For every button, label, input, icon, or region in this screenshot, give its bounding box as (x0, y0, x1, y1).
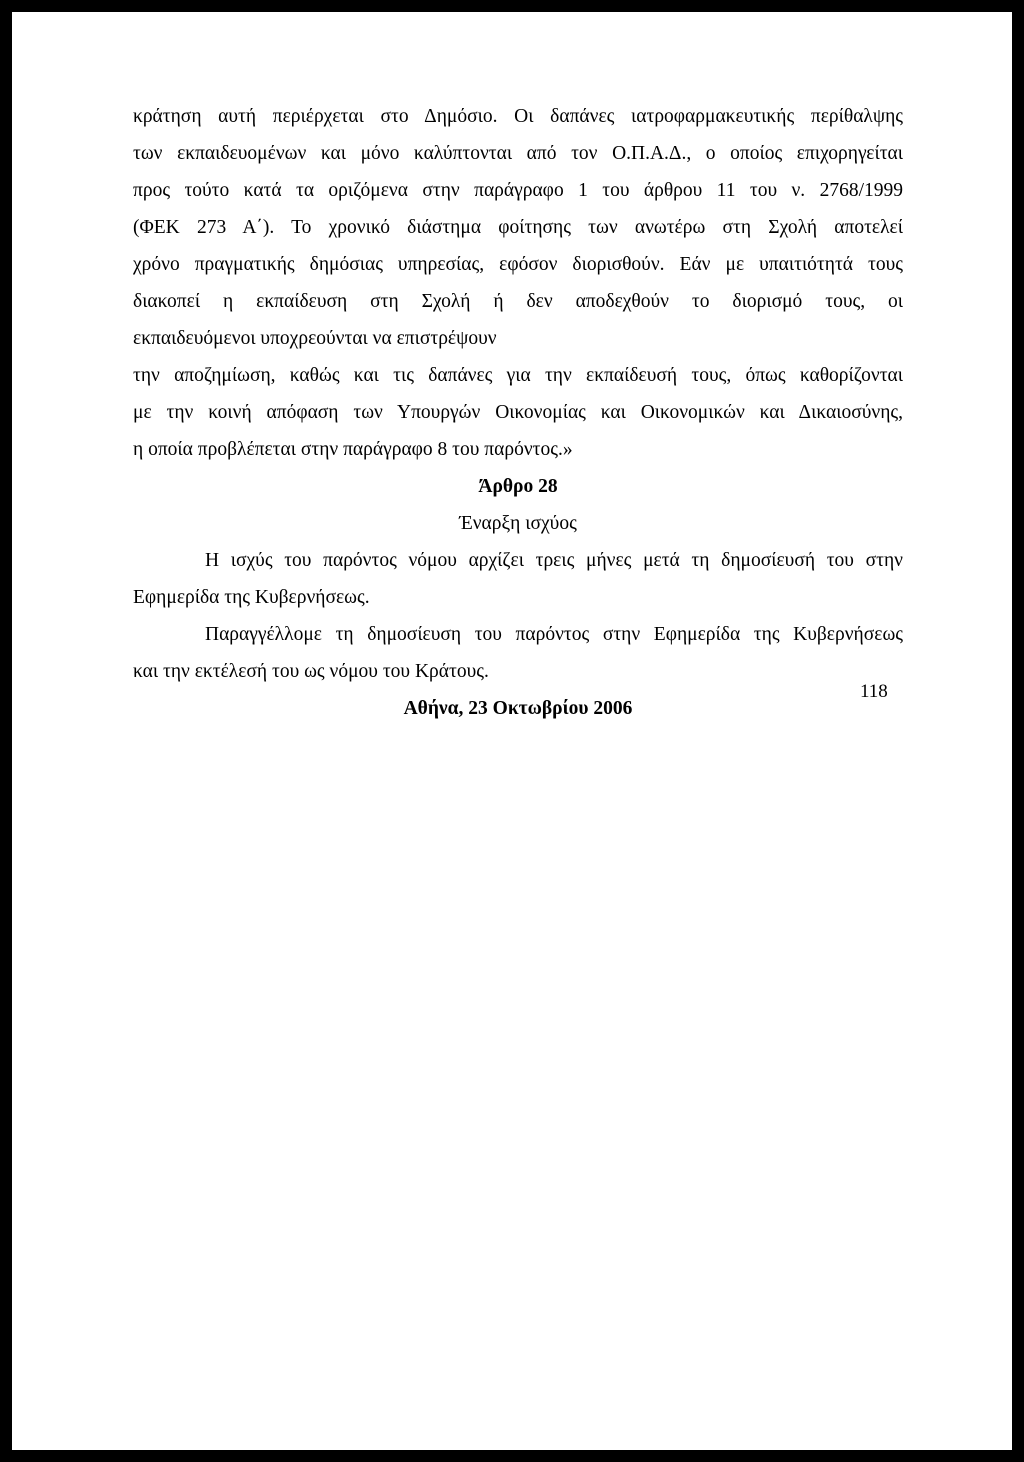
signature-date: Αθήνα, 23 Οκτωβρίου 2006 (403, 698, 633, 719)
order-line-2: και την εκτέλεσή του ως νόμου του Κράτους. (133, 661, 489, 682)
body-line-8: την αποζημίωση, καθώς και τις δαπάνες για την εκπαίδευσή τους, όπως καθορίζονται (133, 365, 903, 386)
article-subtitle: Έναρξη ισχύος (459, 513, 577, 534)
order-line-1: Παραγγέλλομε τη δημοσίευση του παρόντος στην Εφημερίδα της Κυβερνήσεως (205, 624, 903, 645)
body-line-7: εκπαιδευόμενοι υποχρεούνται να επιστρέψουν (133, 328, 497, 349)
document-page (12, 12, 1012, 1450)
body-line-9: με την κοινή απόφαση των Υπουργών Οικονομίας και Οικονομικών και Δικαιοσύνης, (133, 402, 903, 423)
article-line-2: Εφημερίδα της Κυβερνήσεως. (133, 587, 370, 608)
body-line-10: η οποία προβλέπεται στην παράγραφο 8 του παρόντος.» (133, 439, 573, 460)
body-line-4: (ΦΕΚ 273 Α΄). Το χρονικό διάστημα φοίτησης των ανωτέρω στη Σχολή αποτελεί (133, 217, 903, 238)
body-line-5: χρόνο πραγματικής δημόσιας υπηρεσίας, εφόσον διορισθούν. Εάν με υπαιτιότητά τους (133, 254, 903, 275)
body-line-1: κράτηση αυτή περιέρχεται στο Δημόσιο. Οι δαπάνες ιατροφαρμακευτικής περίθαλψης (133, 106, 903, 127)
article-line-1: Η ισχύς του παρόντος νόμου αρχίζει τρεις μήνες μετά τη δημοσίευσή του στην (205, 550, 903, 571)
body-line-6: διακοπεί η εκπαίδευση στη Σχολή ή δεν αποδεχθούν το διορισμό τους, οι (133, 291, 903, 312)
article-heading: Άρθρο 28 (478, 476, 558, 497)
body-line-2: των εκπαιδευομένων και μόνο καλύπτονται από τον Ο.Π.Α.Δ., ο οποίος επιχορηγείται (133, 143, 903, 164)
page-number: 118 (860, 681, 888, 702)
body-line-3: προς τούτο κατά τα οριζόμενα στην παράγραφο 1 του άρθρου 11 του ν. 2768/1999 (133, 180, 903, 201)
document-body (133, 98, 903, 727)
